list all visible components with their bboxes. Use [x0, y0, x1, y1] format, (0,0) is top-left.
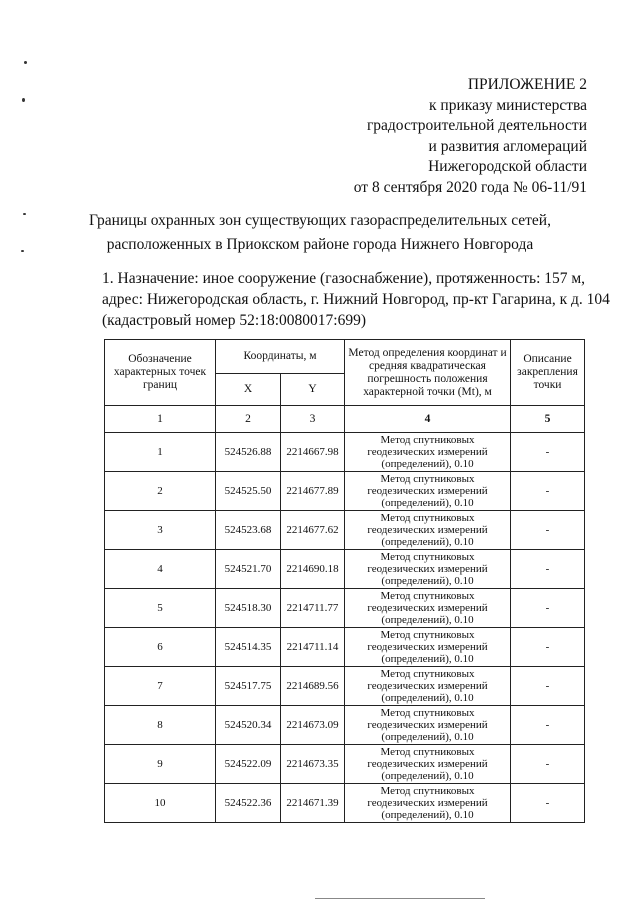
x-coordinate-cell: 524521.70 [216, 550, 281, 589]
table-row [105, 511, 585, 550]
y-coordinate-cell: 2214711.77 [281, 589, 345, 628]
header-coordinates: Координаты, м [216, 340, 345, 374]
purpose-line: 1. Назначение: иное сооружение (газоснабжение), протяженность: 157 м, [102, 270, 586, 287]
address-line: адрес: Нижегородская область, г. Нижний Новгород, пр-кт Гагарина, к д. 104 [102, 291, 610, 308]
point-number-cell: 1 [105, 433, 216, 472]
table-row [105, 433, 585, 472]
object-description [102, 268, 610, 331]
method-cell: Метод спутниковых геодезических измерений (определений), 0.10 [345, 589, 511, 628]
y-coordinate-cell: 2214673.35 [281, 745, 345, 784]
table-row [105, 784, 585, 823]
x-coordinate-cell: 524514.35 [216, 628, 281, 667]
y-coordinate-cell: 2214690.18 [281, 550, 345, 589]
method-cell: Метод спутниковых геодезических измерений (определений), 0.10 [345, 550, 511, 589]
y-coordinate-cell: 2214671.39 [281, 784, 345, 823]
table-row [105, 667, 585, 706]
method-cell: Метод спутниковых геодезических измерений (определений), 0.10 [345, 667, 511, 706]
ministry-name-1: градостроительной деятельности [366, 117, 587, 134]
point-number-cell: 10 [105, 784, 216, 823]
speck [22, 98, 25, 102]
column-number: 2 [216, 406, 281, 433]
x-coordinate-cell: 524522.36 [216, 784, 281, 823]
header-x: X [216, 374, 281, 406]
point-number-cell: 5 [105, 589, 216, 628]
method-cell: Метод спутниковых геодезических измерений (определений), 0.10 [345, 628, 511, 667]
method-cell: Метод спутниковых геодезических измерений (определений), 0.10 [345, 706, 511, 745]
description-cell: - [511, 628, 585, 667]
y-coordinate-cell: 2214711.14 [281, 628, 345, 667]
point-number-cell: 2 [105, 472, 216, 511]
coordinates-table [104, 339, 585, 823]
header-method: Метод определения координат и средняя квадратическая погрешность положения характерной точки (Mt), м [345, 340, 511, 406]
y-coordinate-cell: 2214689.56 [281, 667, 345, 706]
column-number-row [105, 406, 585, 433]
point-number-cell: 9 [105, 745, 216, 784]
point-number-cell: 7 [105, 667, 216, 706]
description-cell: - [511, 511, 585, 550]
x-coordinate-cell: 524523.68 [216, 511, 281, 550]
description-cell: - [511, 784, 585, 823]
column-number: 4 [345, 406, 511, 433]
x-coordinate-cell: 524517.75 [216, 667, 281, 706]
title-line-2: расположенных в Приокском районе города Нижнего Новгорода [106, 236, 534, 253]
column-number: 5 [511, 406, 585, 433]
table-row [105, 589, 585, 628]
point-number-cell: 3 [105, 511, 216, 550]
description-cell: - [511, 589, 585, 628]
x-coordinate-cell: 524522.09 [216, 745, 281, 784]
y-coordinate-cell: 2214677.89 [281, 472, 345, 511]
method-cell: Метод спутниковых геодезических измерений (определений), 0.10 [345, 784, 511, 823]
appendix-header [354, 75, 587, 198]
ministry-name-2: и развития агломераций [428, 137, 587, 155]
description-cell: - [511, 706, 585, 745]
order-reference: к приказу министерства [429, 96, 587, 114]
method-cell: Метод спутниковых геодезических измерений (определений), 0.10 [345, 745, 511, 784]
cadastral-number-line: (кадастровый номер 52:18:0080017:699) [102, 312, 366, 329]
x-coordinate-cell: 524520.34 [216, 706, 281, 745]
document-title [0, 209, 640, 257]
table-row [105, 706, 585, 745]
y-coordinate-cell: 2214667.98 [281, 433, 345, 472]
table-row [105, 472, 585, 511]
header-y: Y [281, 374, 345, 406]
header-description: Описание закрепления точки [511, 340, 585, 406]
x-coordinate-cell: 524525.50 [216, 472, 281, 511]
table-row [105, 628, 585, 667]
point-number-cell: 4 [105, 550, 216, 589]
method-cell: Метод спутниковых геодезических измерений (определений), 0.10 [345, 433, 511, 472]
x-coordinate-cell: 524518.30 [216, 589, 281, 628]
description-cell: - [511, 433, 585, 472]
table-header-row [105, 340, 585, 374]
table-row [105, 745, 585, 784]
x-coordinate-cell: 524526.88 [216, 433, 281, 472]
method-cell: Метод спутниковых геодезических измерений (определений), 0.10 [345, 511, 511, 550]
description-cell: - [511, 667, 585, 706]
column-number: 1 [105, 406, 216, 433]
y-coordinate-cell: 2214673.09 [281, 706, 345, 745]
appendix-label: ПРИЛОЖЕНИЕ 2 [467, 76, 587, 93]
header-points: Обозначение характерных точек границ [105, 340, 216, 406]
region-name: Нижегородской области [428, 158, 587, 175]
method-cell: Метод спутниковых геодезических измерений (определений), 0.10 [345, 472, 511, 511]
description-cell: - [511, 550, 585, 589]
speck [24, 61, 27, 64]
footer-line [315, 898, 485, 899]
column-number: 3 [281, 406, 345, 433]
table-row [105, 550, 585, 589]
point-number-cell: 8 [105, 706, 216, 745]
description-cell: - [511, 745, 585, 784]
title-line-1: Границы охранных зон существующих газораспределительных сетей, [89, 212, 551, 229]
point-number-cell: 6 [105, 628, 216, 667]
y-coordinate-cell: 2214677.62 [281, 511, 345, 550]
order-date-number: от 8 сентября 2020 года № 06-11/91 [353, 178, 587, 196]
description-cell: - [511, 472, 585, 511]
